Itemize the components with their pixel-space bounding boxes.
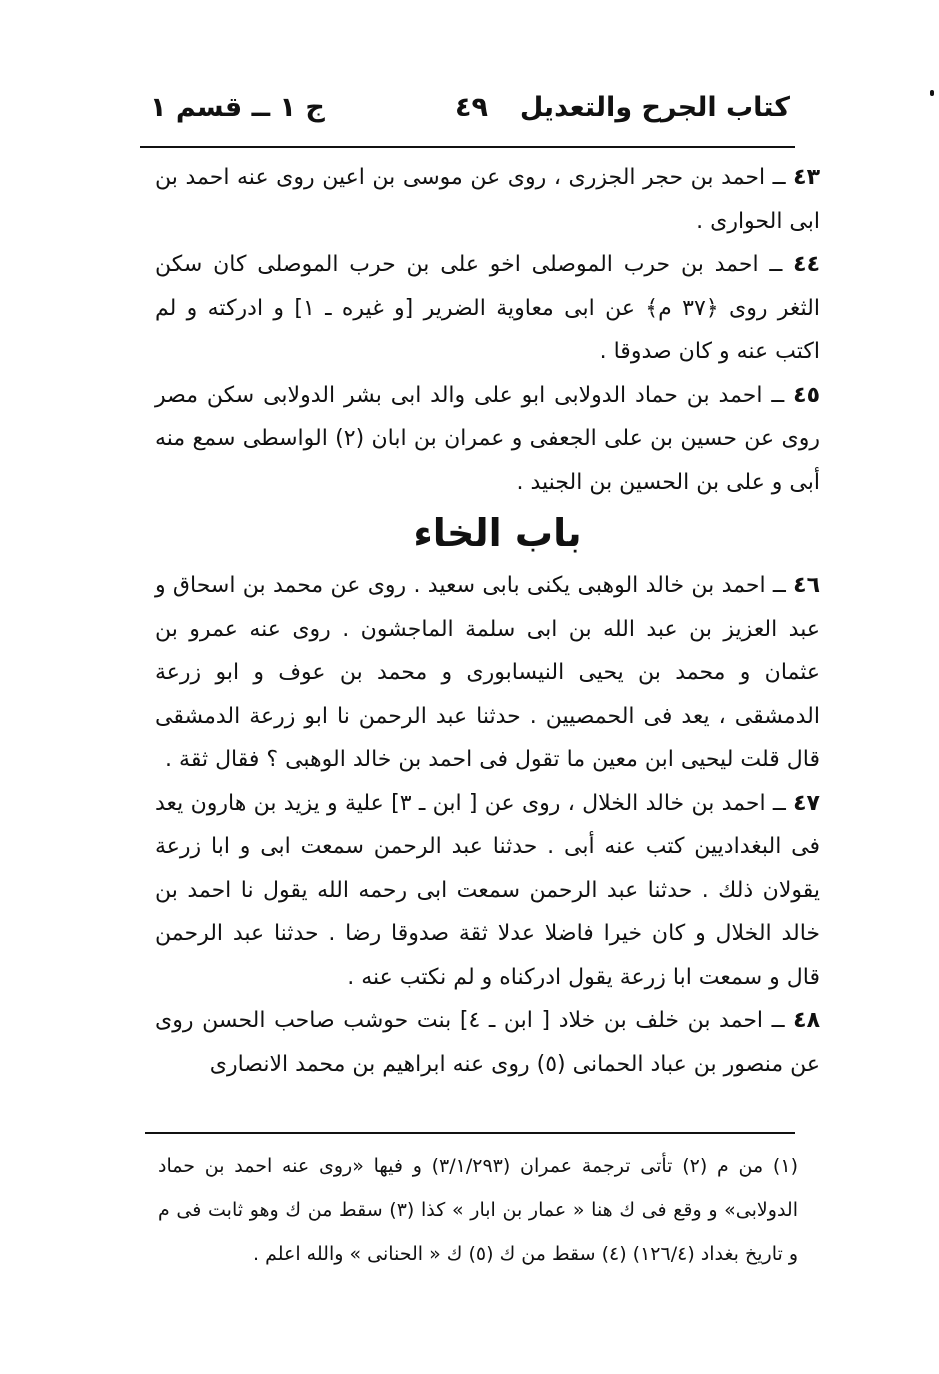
entry-45 bbox=[155, 374, 820, 505]
entry-number: ٤٤ bbox=[793, 252, 820, 277]
entry-text: احمد بن حجر الجزرى ، روى عن موسى بن اعين روى عنه احمد بن ابى الحوارى . bbox=[155, 165, 820, 234]
footnotes: (١) من م (٢) تأتى ترجمة عمران (٣/١/٢٩٣) و فيها «روى عنه احمد بن حماد الدولابى» و وقع فى ك هنا « عمار بن ابار » كذا (٣) سقط من ك وهو ثابت فى م و تاريخ بغداد (١٢٦/٤) (٤) سقط من ك (٥) ك « الحنانى » والله اعلم . bbox=[158, 1155, 798, 1265]
entry-dash: ــ bbox=[765, 165, 786, 190]
entry-number: ٤٥ bbox=[793, 382, 820, 408]
entry-text: احمد بن خلف بن خلاد [ ابن ـ ٤] بنت حوشب صاحب الحسن روى عن منصور بن عباد الحمانى (٥) روى عنه ابراهيم بن محمد الانصارى bbox=[155, 1008, 820, 1077]
entry-number: ٤٨ bbox=[793, 1008, 820, 1033]
book-title: كتاب الجرح والتعديل bbox=[519, 92, 790, 123]
entry-dash: ــ bbox=[765, 790, 786, 816]
entry-text: احمد بن حماد الدولابى ابو على والد ابى بشر الدولابى سكن مصر روى عن حسين بن على الجعفى و عمران بن ابان (٢) الواسطى سمع منه أبى و على بن الحسين بن الجنيد . bbox=[155, 382, 820, 495]
volume-label: ج ١ ــ قسم ١ bbox=[150, 92, 325, 123]
entry-dash: ــ bbox=[758, 252, 783, 277]
entry-text: احمد بن خالد الوهبى يكنى بابى سعيد . روى عن محمد بن اسحاق و عبد العزيز بن عبد الله بن ابى سلمة الماجشون . روى عنه عمرو بن عثمان و محمد بن يحيى النيسابورى و محمد بن عوف و ابو زرعة الدمشقى ، يعد فى الحمصيين . حدثنا عبد الرحمن نا ابو زرعة الدمشقى قال قلت ليحيى ابن معين ما تقول فى احمد بن خالد الوهبى ؟ فقال ثقة . bbox=[155, 573, 820, 772]
header-divider bbox=[140, 146, 795, 148]
entry-46 bbox=[155, 564, 820, 782]
entry-44 bbox=[155, 243, 820, 374]
footnote-divider bbox=[145, 1132, 795, 1134]
entry-number: ٤٦ bbox=[793, 573, 821, 598]
entry-text: احمد بن حرب الموصلى اخو على بن حرب الموصلى كان سكن الثغر روى ﴿٣٧ م﴾ عن ابى معاوية الضرير [و غيره ـ ١] و ادركته و لم اكتب عنه و كان صدوقا . bbox=[155, 252, 820, 364]
entries-body bbox=[155, 156, 820, 1086]
entry-dash: ــ bbox=[765, 573, 786, 598]
section-heading: باب الخاء bbox=[413, 511, 582, 555]
entry-43 bbox=[155, 156, 820, 243]
page-number: ٤٩ bbox=[455, 92, 488, 123]
entry-number: ٤٧ bbox=[793, 790, 820, 816]
entry-48 bbox=[155, 999, 820, 1086]
entry-text: احمد بن خالد الخلال ، روى عن [ ابن ـ ٣] علية و يزيد بن هارون يعد فى البغداديين كتب عنه أبى . حدثنا عبد الرحمن سمعت ابى و ابا زرعة يقولان ذلك . حدثنا عبد الرحمن سمعت ابى رحمه الله يقول نا احمد بن خالد الخلال و كان خيرا فاضلا عدلا ثقة صدوقا رضا . حدثنا عبد الرحمن قال و سمعت ابا زرعة يقول ادركناه و لم نكتب عنه . bbox=[155, 790, 820, 990]
entry-number: ٤٣ bbox=[793, 165, 821, 190]
entry-47 bbox=[155, 782, 820, 1000]
entry-dash: ــ bbox=[763, 1008, 785, 1033]
ink-speck bbox=[930, 90, 934, 96]
running-header bbox=[150, 88, 790, 140]
entry-dash: ــ bbox=[762, 382, 785, 408]
